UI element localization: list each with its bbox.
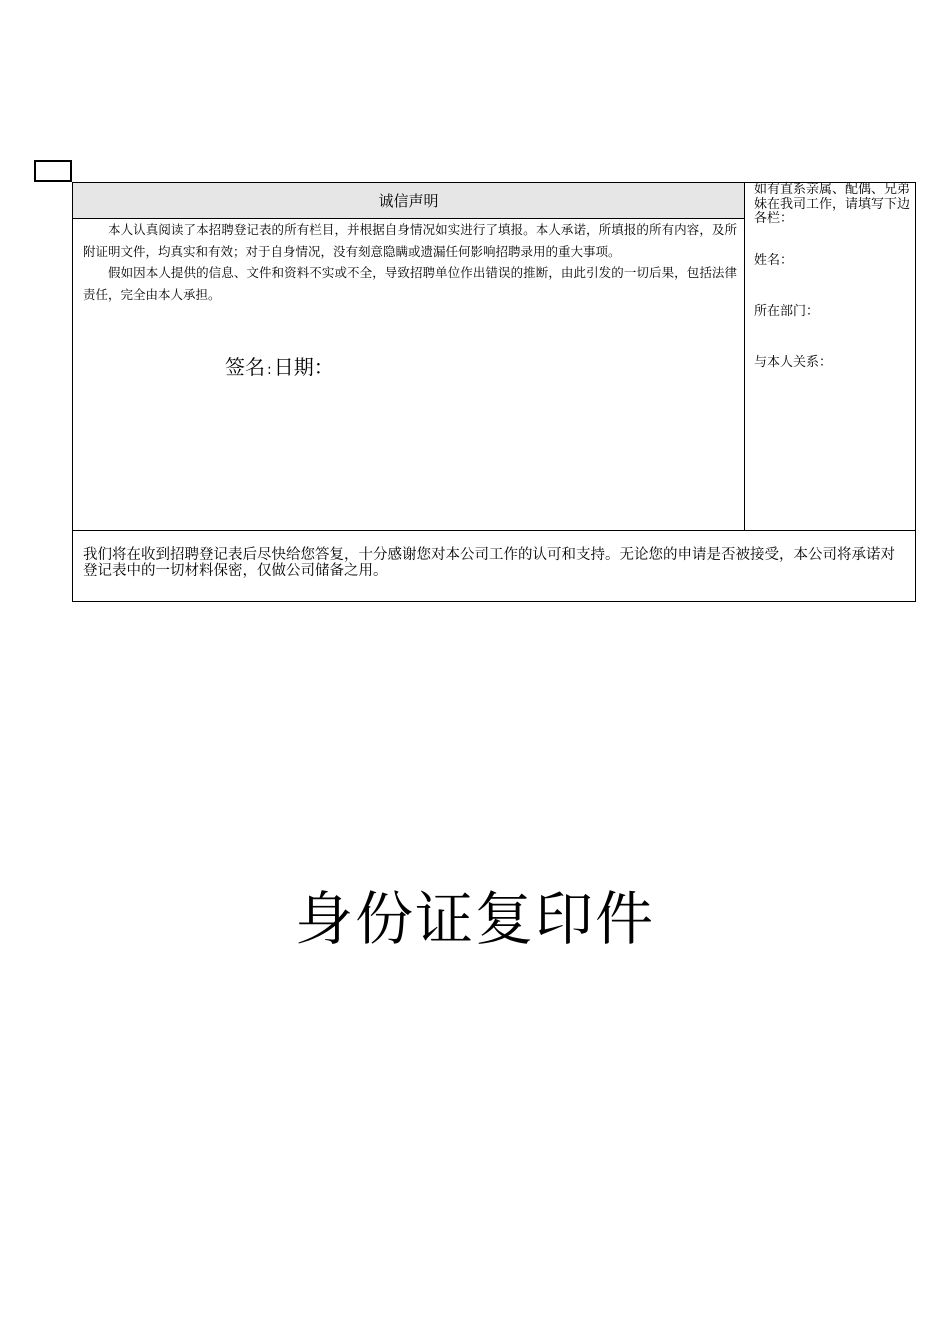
column-divider bbox=[744, 183, 745, 530]
declaration-paragraph-2: 假如因本人提供的信息、文件和资料不实或不全，导致招聘单位作出错误的推断，由此引发的一切后果，包括法律责任，完全由本人承担。 bbox=[83, 265, 737, 302]
footer-note: 我们将在收到招聘登记表后尽快给您答复，十分感谢您对本公司工作的认可和支持。无论您的申请是否被接受，本公司将承诺对登记表中的一切材料保密，仅做公司储备之用。 bbox=[83, 547, 895, 579]
signature-label: 签名 bbox=[225, 355, 265, 379]
relatives-column bbox=[754, 182, 912, 370]
corner-checkbox-frame bbox=[34, 160, 72, 182]
relatives-note: 如有直系亲属、配偶、兄弟妹在我司工作，请填写下边各栏： bbox=[754, 182, 911, 226]
id-card-copy-title: 身份证复印件 bbox=[294, 885, 655, 953]
signature-date-line bbox=[225, 351, 334, 380]
declaration-header bbox=[73, 183, 744, 219]
signature-separator: : bbox=[267, 362, 272, 378]
relative-department-field: 所在部门： bbox=[754, 304, 820, 319]
declaration-body bbox=[83, 219, 737, 305]
declaration-paragraph-1: 本人认真阅读了本招聘登记表的所有栏目，并根据自身情况如实进行了填报。本人承诺，所填报的所有内容，及所附证明文件，均真实和有效；对于自身情况，没有刻意隐瞒或遗漏任何影响招聘录用的重大事项。 bbox=[83, 222, 737, 259]
relative-name-field: 姓名： bbox=[754, 253, 794, 268]
date-label: 日期： bbox=[273, 355, 334, 379]
declaration-title: 诚信声明 bbox=[378, 192, 439, 210]
relative-relation-field: 与本人关系： bbox=[754, 355, 833, 370]
integrity-declaration-table bbox=[72, 182, 916, 602]
row-divider bbox=[73, 530, 915, 531]
